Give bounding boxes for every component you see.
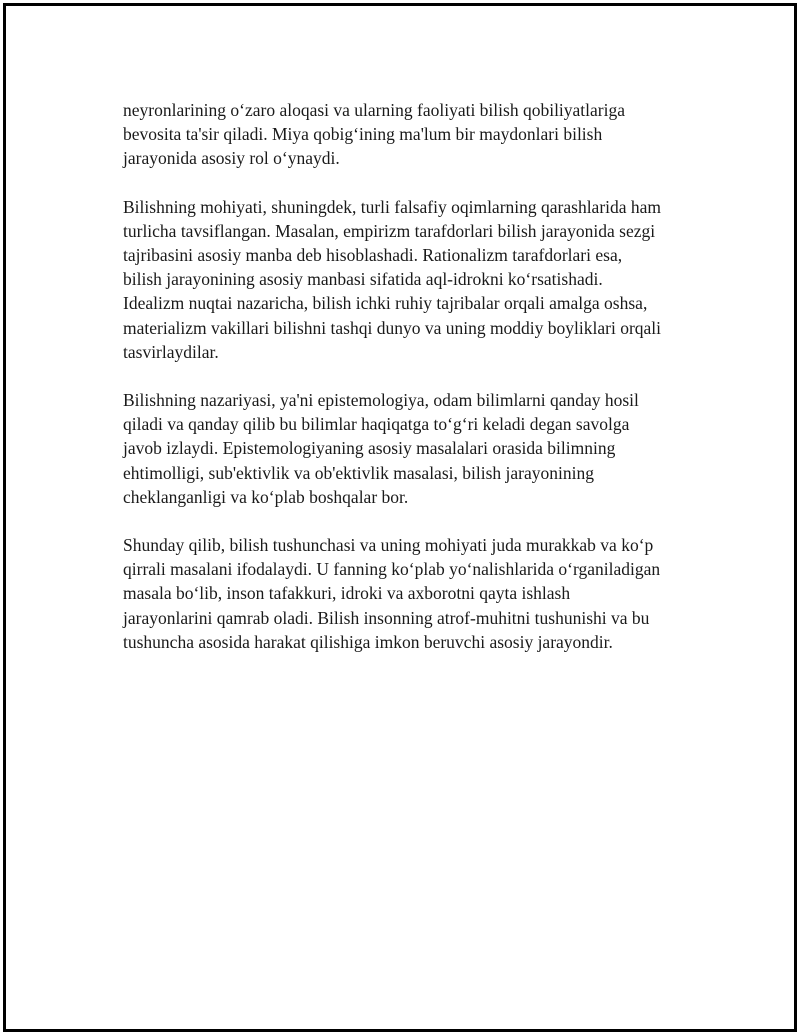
paragraph-2	[123, 195, 713, 364]
text-line: ehtimolligi, sub'ektivlik va ob'ektivlik masalasi, bilish jarayonining	[123, 462, 594, 483]
text-line: masala bo‘lib, inson tafakkuri, idroki va axborotni qayta ishlash	[123, 583, 571, 604]
text-line: bilish jarayonining asosiy manbasi sifatida aql-idrokni ko‘rsatishadi.	[123, 269, 603, 290]
text-line: Shunday qilib, bilish tushunchasi va uning mohiyati juda murakkab va ko‘p	[123, 535, 654, 556]
text-line: neyronlarining o‘zaro aloqasi va ularning faoliyati bilish qobiliyatlariga	[123, 100, 626, 120]
text-line: tushuncha asosida harakat qilishiga imkon beruvchi asosiy jarayondir.	[123, 631, 613, 652]
text-line: jarayonlarini qamrab oladi. Bilish insonning atrof-muhitni tushunishi va bu	[123, 607, 650, 628]
text-line: javob izlaydi. Epistemologiyaning asosiy masalalari orasida bilimning	[123, 438, 616, 459]
text-line: qirrali masalani ifodalaydi. U fanning ko‘plab yo‘nalishlarida o‘rganiladigan	[123, 559, 661, 580]
text-line: cheklanganligi va ko‘plab boshqalar bor.	[123, 486, 409, 507]
page-frame	[3, 3, 797, 1032]
paragraph-4	[123, 533, 713, 654]
text-line: Bilishning mohiyati, shuningdek, turli falsafiy oqimlarning qarashlarida ham	[123, 196, 662, 217]
text-line: turlicha tavsiflangan. Masalan, empirizm tarafdorlari bilish jarayonida sezgi	[123, 220, 656, 241]
text-line: Bilishning nazariyasi, ya'ni epistemologiya, odam bilimlarni qanday hosil	[123, 390, 639, 411]
paragraph-1	[123, 98, 713, 171]
document-body	[123, 98, 713, 678]
text-line: tajribasini asosiy manba deb hisoblashadi. Rationalizm tarafdorlari esa,	[123, 245, 623, 266]
text-line: materializm vakillari bilishni tashqi dunyo va uning moddiy boyliklari orqali	[123, 317, 662, 338]
text-line: qiladi va qanday qilib bu bilimlar haqiqatga to‘g‘ri keladi degan savolga	[123, 414, 630, 435]
text-line: Idealizm nuqtai nazaricha, bilish ichki ruhiy tajribalar orqali amalga oshsa,	[123, 293, 648, 314]
text-line: jarayonida asosiy rol o‘ynaydi.	[123, 148, 340, 169]
text-line: tasvirlaydilar.	[123, 341, 219, 362]
text-line: bevosita ta'sir qiladi. Miya qobig‘ining ma'lum bir maydonlari bilish	[123, 124, 603, 145]
paragraph-3	[123, 388, 713, 509]
